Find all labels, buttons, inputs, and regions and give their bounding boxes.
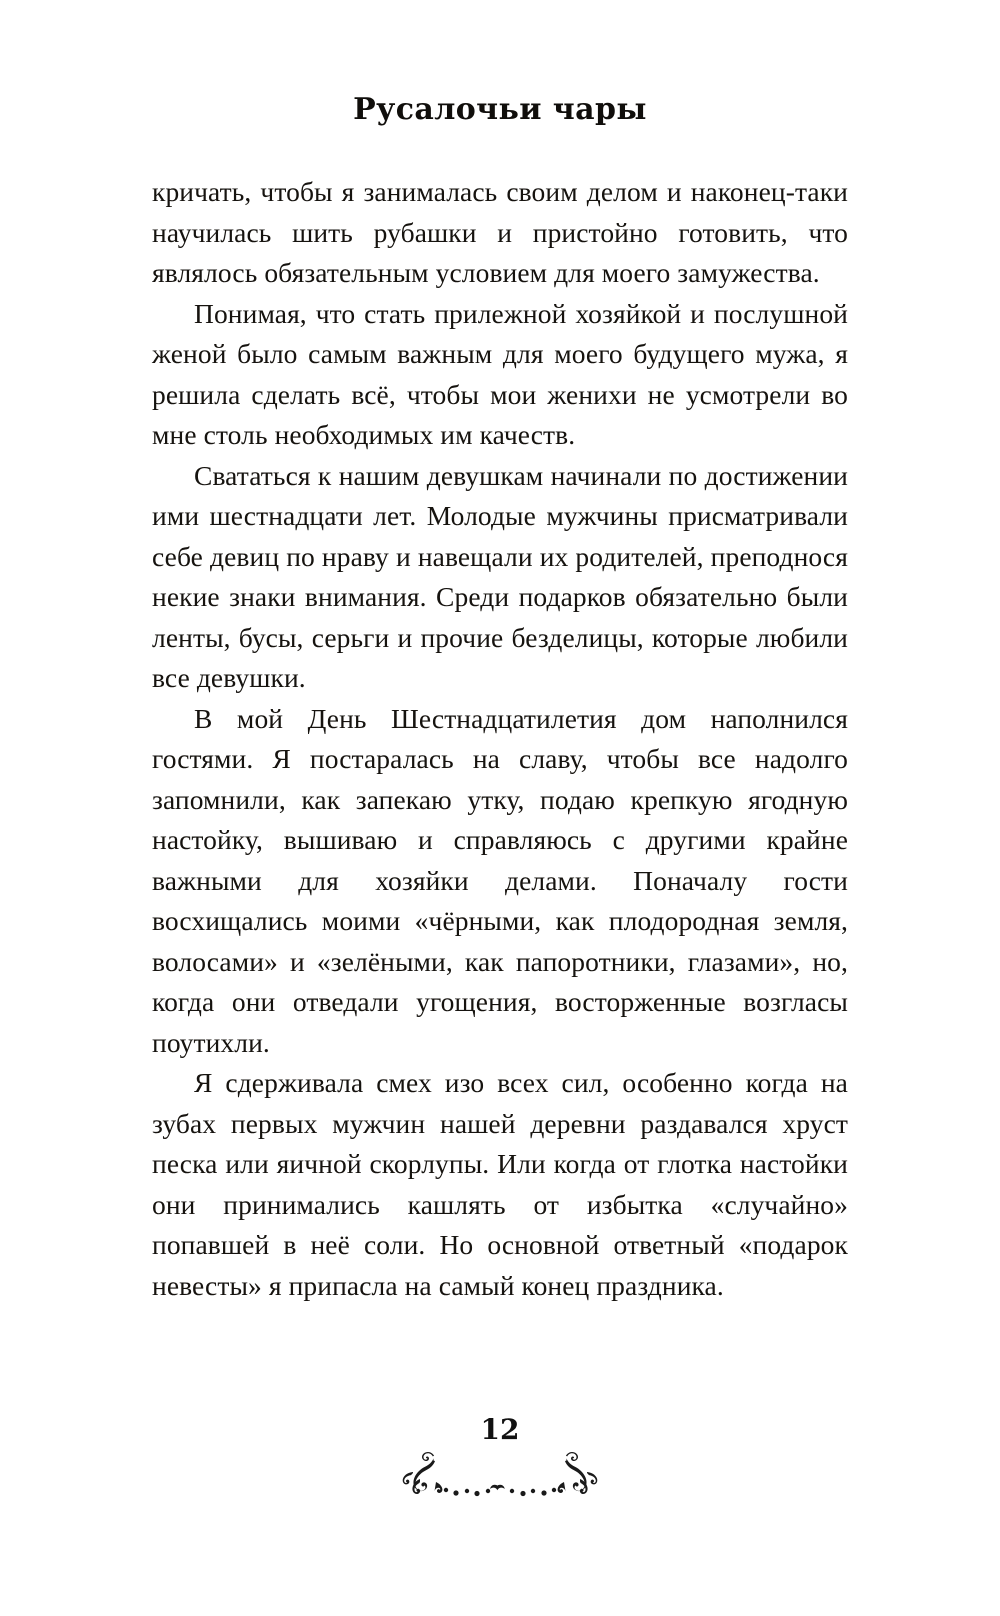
- floral-ornament-icon: [400, 1446, 600, 1498]
- page-body-text: [152, 172, 848, 1306]
- page-footer: [0, 1413, 1000, 1498]
- page-number: 12: [480, 1413, 520, 1446]
- running-head: Русалочьи чары: [353, 92, 647, 127]
- paragraph: Свататься к нашим девушкам начинали по достижении ими шестнадцати лет. Молодые мужчины присматривали себе девиц по нраву и навещали их родителей, преподнося некие знаки внимания. Среди подарков обязательно были ленты, бусы, серьги и прочие безделицы, которые любили все девушки.: [152, 459, 848, 693]
- paragraph: Я сдерживала смех изо всех сил, особенно когда на зубах первых мужчин нашей деревни раздавался хруст песка или яичной скорлупы. Или когда от глотка настойки они принимались кашлять от избытка «случайно» попавшей в неё соли. Но основной ответный «подарок невесты» я припасла на самый конец праздника.: [152, 1067, 848, 1301]
- paragraph: кричать, чтобы я занималась своим делом и наконец-таки научилась шить рубашки и пристойно готовить, что являлось обязательным условием для моего замужества.: [152, 176, 848, 288]
- paragraph: В мой День Шестнадцатилетия дом наполнился гостями. Я постаралась на славу, чтобы все надолго запомнили, как запекаю утку, подаю крепкую ягодную настойку, вышиваю и справляюсь с другими крайне важными для хозяйки делами. Поначалу гости восхищались моими «чёрными, как плодородная земля, волосами» и «зелёными, как папоротники, глазами», но, когда они отведали угощения, восторженные возгласы поутихли.: [152, 702, 848, 1058]
- paragraph: Понимая, что стать прилежной хозяйкой и послушной женой было самым важным для моего будущего мужа, я решила сделать всё, чтобы мои женихи не усмотрели во мне столь необходимых им качеств.: [152, 297, 848, 450]
